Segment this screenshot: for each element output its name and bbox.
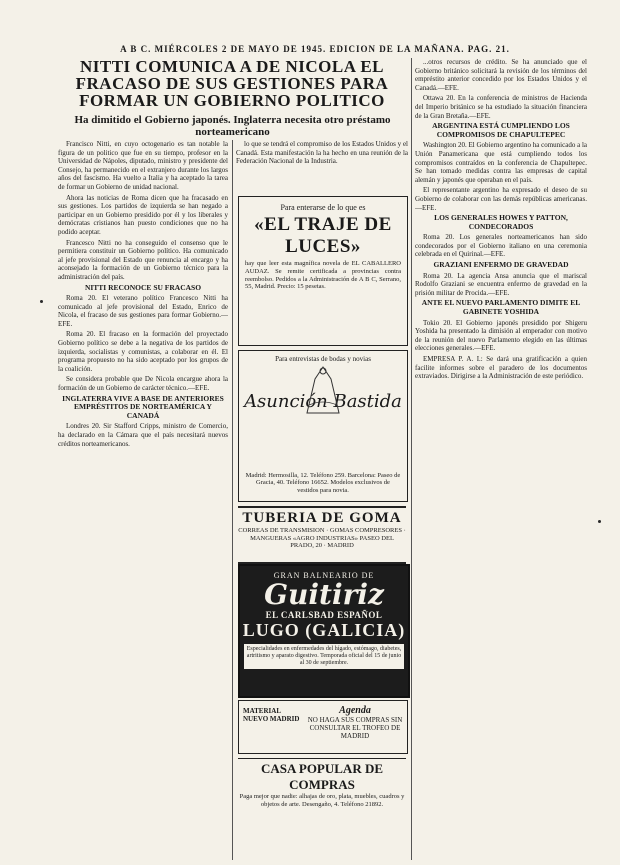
- dress-illustration-icon: [293, 365, 353, 415]
- advert-casa-popular: [238, 758, 406, 809]
- article-paragraph: Roma 20. La agencia Ansa anuncia que el mariscal Rodolfo Graziani se encuentra enfermo de gravedad en la prisión militar de Procida.—EFE.: [415, 271, 587, 297]
- advert-text: CORREAS DE TRANSMISION · GOMAS COMPRESORES · MANGUERAS «AGRO INDUSTRIAS» PASEO DEL PRADO, 20 · MADRID: [238, 527, 406, 549]
- section-heading: INGLATERRA VIVE A BASE DE ANTERIORES EMPRÉSTITOS DE NORTEAMÉRICA Y CANADÁ: [62, 393, 224, 420]
- article-column-2: [236, 140, 408, 190]
- article-paragraph: Washington 20. El Gobierno argentino ha comunicado a la Unión Panamericana que está cumpliendo todos los compromisos contraídos en la conferencia de Chapultepec. Se han tomado medidas contra las empresas de capital alemán y japonés que operaban en el país.: [415, 141, 587, 184]
- article-paragraph: Tokio 20. El Gobierno japonés presidido por Shigeru Yoshida ha presentado la dimisión al emperador con motivo de la reunión del nuevo Parlamento elegido en las últimas elecciones generales.—EFE.: [415, 318, 587, 353]
- advert-text: Paga mejor que nadie: alhajas de oro, plata, muebles, cuadros y objetos de arte. Desengaño, 4. Teléfono 21892.: [239, 793, 405, 808]
- advert-lead: GRAN BALNEARIO DE: [273, 571, 375, 580]
- article-paragraph: Londres 20. Sir Stafford Cripps, ministro de Comercio, ha declarado en la Cámara que el país necesitará nuevos créditos norteamericanos.: [58, 422, 228, 448]
- section-heading: LOS GENERALES HOWES Y PATTON, CONDECORADOS: [434, 213, 568, 231]
- advert-asuncion-bastida: [238, 350, 408, 502]
- advert-left-text: MATERIAL NUEVO MADRID: [243, 707, 300, 723]
- section-heading: ARGENTINA ESTÁ CUMPLIENDO LOS COMPROMISOS DE CHAPULTEPEC: [432, 121, 570, 139]
- print-speck: [598, 520, 601, 523]
- article-paragraph: lo que se tendrá el compromiso de los Estados Unidos y el Canadá. Esta manifestación la ha hecho en una reunión de la Federación Nacional de la Industria.: [236, 140, 408, 166]
- section-heading: GRAZIANI ENFERMO DE GRAVEDAD: [433, 260, 569, 270]
- running-head: A B C. MIÉRCOLES 2 DE MAYO DE 1945. EDICION DE LA MAÑANA. PAG. 21.: [120, 44, 510, 54]
- article-column-1: [58, 140, 228, 865]
- advert-lead: Para enterarse de lo que es: [280, 203, 366, 212]
- article-paragraph: Ottawa 20. En la conferencia de ministros de Hacienda del Imperio británico se ha estudiado la situación financiera de la Gran Bretaña.—EFE.: [415, 94, 587, 120]
- column-rule: [232, 140, 233, 860]
- article-paragraph: Roma 20. El veterano político Francesco Nitti ha comunicado al jefe provisional del Estado, Enrico de Nicola, el fracaso de sus gestiones para formar Gobierno.—EFE.: [58, 294, 228, 328]
- advert-lead: Para entrevistas de bodas y novias: [275, 355, 371, 363]
- article-paragraph: EMPRESA P. A. I.: Se dará una gratificación a quien facilite informes sobre el paradero de los documentos extraviados. Dirigirse a la Administración de este periódico.: [415, 355, 587, 381]
- advert-traje-de-luces: [238, 196, 408, 346]
- advert-brand: Asunción Bastida: [244, 391, 402, 412]
- advert-title: CASA POPULAR DE COMPRAS: [260, 761, 384, 792]
- advert-brand: Guitiriz: [264, 578, 384, 611]
- advert-subtitle: EL CARLSBAD ESPAÑOL: [265, 610, 383, 620]
- advert-guitiriz: [238, 564, 410, 698]
- advert-right-block: [307, 705, 403, 740]
- advert-text: Especialidades en enfermedades del hígado, estómago, diabetes, artritismo y aparato digestivo. Temporada oficial del 15 de junio al 30 de septiembre.: [244, 644, 404, 669]
- advert-tuberia-de-goma: [238, 506, 406, 564]
- print-speck: [40, 300, 43, 303]
- advert-brand: Agenda: [339, 705, 371, 716]
- advert-title: «EL TRAJE DE LUCES»: [254, 214, 392, 257]
- article-column-3: [415, 58, 587, 863]
- article-paragraph: Francisco Nitti, en cuyo octogenario es tan notable la figura de un politico que fue en su tiempo, profesor en la Universidad de Nápoles, diputado, ministro y presidente del Consejo, ha permanecido en el extranjero durante los largos años del fascismo. Ha vuelto a Italia y ha aceptado la tarea de formar un Gobierno de unidad nacional.: [58, 140, 228, 191]
- advert-text: Madrid: Hermosilla, 12. Teléfono 259. Barcelona: Paseo de Gracia, 40. Teléfono 16652. Modelos exclusivos de vestidos para novia.: [245, 471, 401, 495]
- article-paragraph: Se considera probable que De Nicola encargue ahora la formación de un Gobierno de carácter técnico.—EFE.: [58, 375, 228, 393]
- article-paragraph: Roma 20. El fracaso en la formación del proyectado Gobierno político se debe a la negativa de los partidos de izquierda, socialistas y comunistas, a colaborar en él. El programa propuesto no ha sido aceptado por los grupos de la coalición.: [58, 330, 228, 373]
- headline-subtitle: Ha dimitido el Gobierno japonés. Inglaterra necesita otro préstamo norteamericano: [74, 114, 391, 138]
- section-heading: ANTE EL NUEVO PARLAMENTO DIMITE EL GABINETE YOSHIDA: [421, 298, 581, 317]
- column-rule: [411, 58, 412, 860]
- article-paragraph: Francesco Nitti no ha conseguido el consenso que le permitiera constituir un Gobierno político. Ha comunicado al jefe provisional del Estado que renuncia al encargo y ha aconsejado la formación de un Gobierno técnico para la administración del país.: [58, 238, 228, 281]
- advert-text: NO HAGA SUS COMPRAS SIN CONSULTAR EL TROFEO DE MADRID: [307, 716, 403, 740]
- headline-title: NITTI COMUNICA A DE NICOLA EL FRACASO DE SUS GESTIONES PARA FORMAR UN GOBIERNO POLITICO: [75, 57, 389, 110]
- advert-city: LUGO (GALICIA): [242, 620, 406, 640]
- article-paragraph: ...otros recursos de crédito. Se ha anunciado que el Gobierno británico solicitará la revisión de los términos del empréstito anterior concedido por los Estados Unidos y el Canadá.—EFE.: [415, 58, 587, 92]
- article-paragraph: El representante argentino ha expresado el deseo de su Gobierno de colaborar con las demás repúblicas americanas.—EFE.: [415, 186, 587, 212]
- advert-text: hay que leer esta magnífica novela de EL CABALLERO AUDAZ. Se remite certificada a provincias contra reembolso. Pedidos a la Administración de A B C, Serrano, 55, Madrid. Precio: 15 pesetas.: [245, 260, 401, 291]
- advert-agenda: [238, 700, 408, 754]
- section-heading: NITTI RECONOCE SU FRACASO: [84, 282, 202, 292]
- article-paragraph: Ahora las noticias de Roma dicen que ha fracasado en sus gestiones. Los partidos de izquierda se han negado a participar en un Gobierno presidido por él y los liberales y demócratas cristianos han puesto condiciones que no ha podido aceptar.: [58, 193, 228, 236]
- article-paragraph: Roma 20. Los generales norteamericanos han sido condecorados por el Gobierno italiano en una ceremonia celebrada en el Quirinal.—EFE.: [415, 233, 587, 259]
- advert-title: TUBERIA DE GOMA: [242, 510, 402, 526]
